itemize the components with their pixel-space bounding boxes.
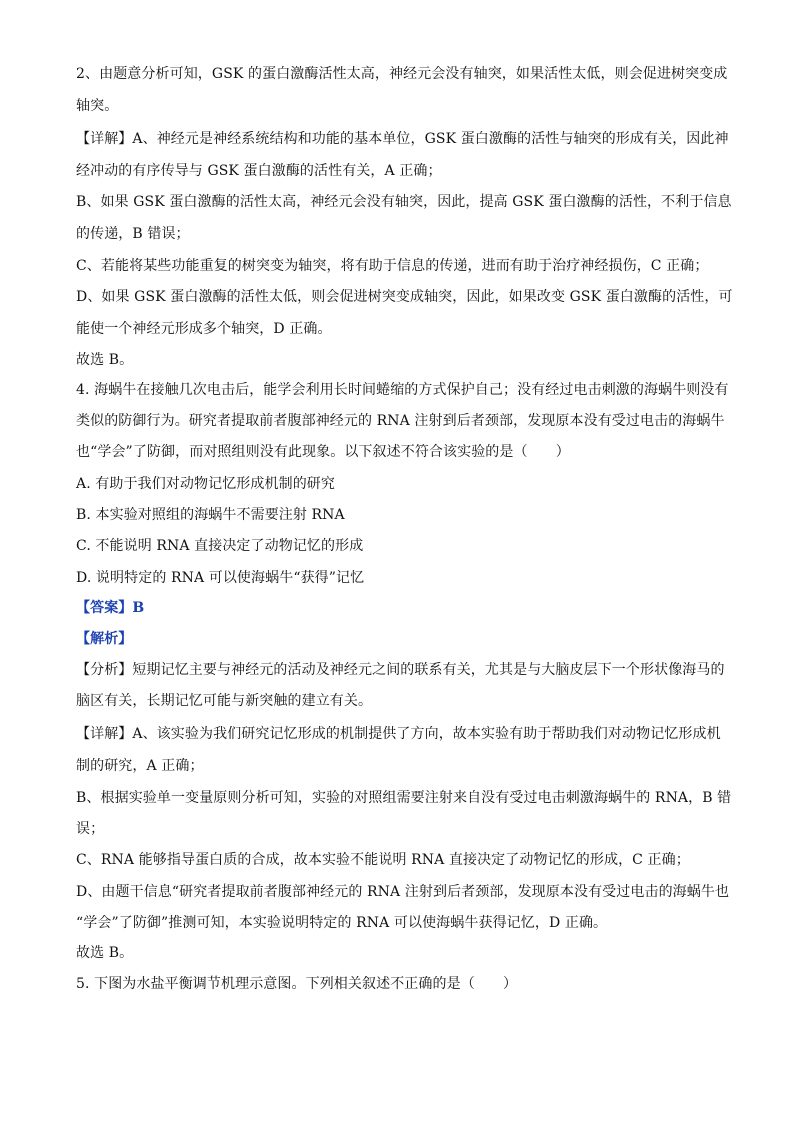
analysis-label: 【解析】: [76, 631, 133, 647]
text-line: B、根据实验单一变量原则分析可知，实验的对照组需要注射来自没有受过电击刺激海蜗牛的 RNA，B 错: [76, 790, 732, 806]
option-d: D. 说明特定的 RNA 可以使海蜗牛“获得”记忆: [76, 570, 365, 586]
text-line: 误；: [76, 821, 105, 837]
text-line: B、如果 GSK 蛋白激酶的活性太高，神经元会没有轴突，因此，提高 GSK 蛋白激酶的活性，不利于信息: [76, 194, 732, 210]
text-line: 轴突。: [76, 98, 119, 114]
text-line: 制的研究，A 正确；: [76, 758, 204, 774]
text-line: “学会”了防御”推测可知，本实验说明特定的 RNA 可以使海蜗牛获得记忆，D 正确。: [76, 915, 608, 931]
question-5-stem: 5. 下图为水盐平衡调节机理示意图。下列相关叙述不正确的是（ ）: [76, 976, 518, 992]
option-a: A. 有助于我们对动物记忆形成机制的研究: [76, 476, 336, 492]
option-c: C. 不能说明 RNA 直接决定了动物记忆的形成: [76, 538, 364, 554]
question-4-stem: 也“学会”了防御，而对照组则没有此现象。以下叙述不符合该实验的是（ ）: [76, 444, 570, 460]
text-line: 【详解】A、该实验为我们研究记忆形成的机制提供了方向，故本实验有助于帮助我们对动物记忆形成机: [76, 726, 721, 742]
text-line: C、RNA 能够指导蛋白质的合成，故本实验不能说明 RNA 直接决定了动物记忆的形成，C 正确；: [76, 852, 690, 868]
answer-label: 【答案】B: [76, 600, 145, 616]
text-line: 经冲动的有序传导与 GSK 蛋白激酶的活性有关，A 正确；: [76, 163, 442, 179]
text-line: 2、由题意分析可知，GSK 的蛋白激酶活性太高，神经元会没有轴突，如果活性太低，则会促进树突变成: [76, 66, 728, 82]
text-line: 脑区有关，长期记忆可能与新突触的建立有关。: [76, 693, 373, 709]
text-line: 【分析】短期记忆主要与神经元的活动及神经元之间的联系有关，尤其是与大脑皮层下一个形状像海马的: [76, 662, 725, 678]
text-line: D、由题干信息“研究者提取前者腹部神经元的 RNA 注射到后者颈部，发现原本没有受过电击的海蜗牛也: [76, 884, 730, 900]
text-line: 故选 B。: [76, 352, 134, 368]
question-4-stem: 类似的防御行为。研究者提取前者腹部神经元的 RNA 注射到后者颈部，发现原本没有受过电击的海蜗牛: [76, 413, 725, 429]
text-line: D、如果 GSK 蛋白激酶的活性太低，则会促进树突变成轴突，因此，如果改变 GSK 蛋白激酶的活性，可: [76, 289, 733, 305]
text-line: 的传递，B 错误；: [76, 226, 190, 242]
text-line: 【详解】A、神经元是神经系统结构和功能的基本单位，GSK 蛋白激酶的活性与轴突的形成有关，因此神: [76, 131, 729, 147]
text-line: 故选 B。: [76, 945, 134, 961]
question-4-stem: 4. 海蜗牛在接触几次电击后，能学会利用长时间蜷缩的方式保护自己；没有经过电击刺激的海蜗牛则没有: [76, 382, 729, 398]
option-b: B. 本实验对照组的海蜗牛不需要注射 RNA: [76, 507, 345, 523]
text-line: C、若能将某些功能重复的树突变为轴突，将有助于信息的传递，进而有助于治疗神经损伤，C 正确；: [76, 258, 709, 274]
text-line: 能使一个神经元形成多个轴突，D 正确。: [76, 321, 332, 337]
